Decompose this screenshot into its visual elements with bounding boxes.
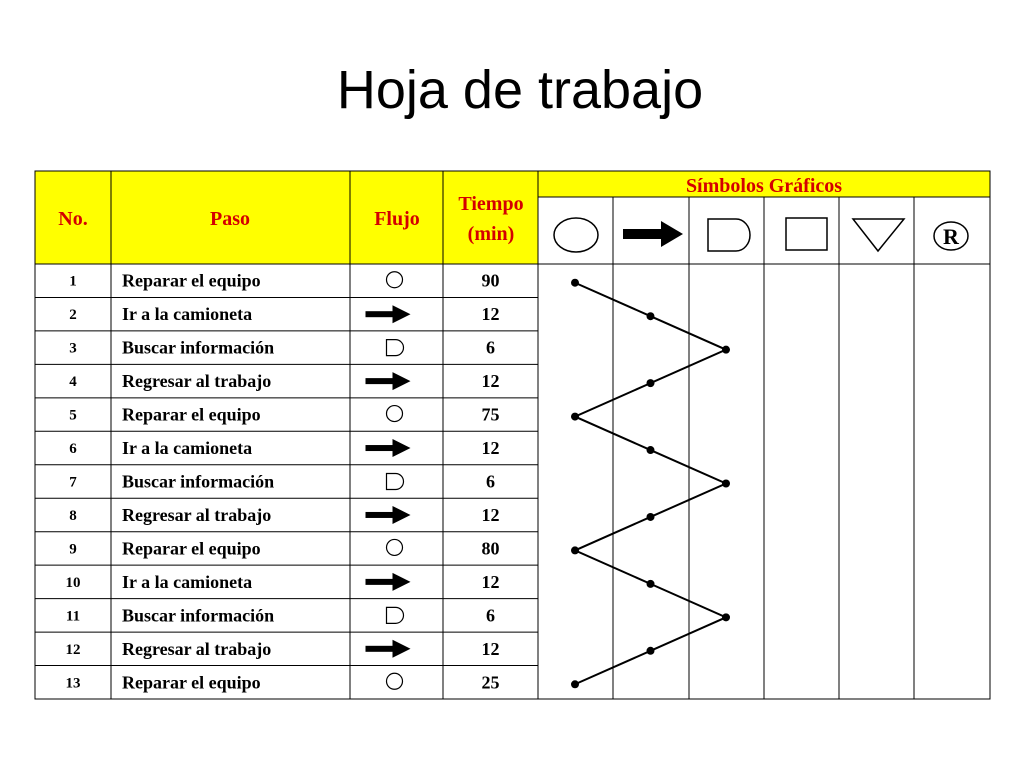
row-time: 6 — [486, 471, 495, 492]
row-step: Reparar el equipo — [122, 538, 261, 559]
flow-point — [722, 480, 730, 488]
delay-d-icon — [387, 340, 404, 356]
header-simbolos-graficos: Símbolos Gráficos — [685, 175, 843, 197]
row-number: 9 — [69, 541, 77, 558]
transport-arrow-icon — [366, 305, 411, 323]
arrow-head — [393, 640, 411, 658]
row-time: 90 — [481, 270, 500, 291]
table-row — [66, 572, 500, 592]
r-circle-label: R — [943, 224, 959, 249]
delay-d-icon — [387, 474, 404, 490]
header-tiempo: Tiempo — [458, 193, 524, 215]
transport-arrow-icon — [366, 372, 411, 390]
row-step: Reparar el equipo — [122, 672, 261, 693]
arrow-head — [393, 573, 411, 591]
table-row — [69, 505, 499, 525]
row-time: 12 — [481, 504, 500, 525]
table-body — [66, 271, 500, 693]
row-step: Regresar al trabajo — [122, 371, 272, 392]
operation-circle-icon — [387, 406, 403, 422]
flow-point — [647, 379, 655, 387]
flow-point — [722, 613, 730, 621]
table-row — [69, 438, 499, 458]
transport-arrow-icon — [366, 439, 411, 457]
arrow-shaft — [366, 579, 394, 585]
flow-point — [571, 413, 579, 421]
flow-point — [647, 647, 655, 655]
transport-arrow-icon — [366, 640, 411, 658]
row-number: 1 — [69, 273, 77, 290]
arrow-shaft — [366, 646, 394, 652]
row-number: 4 — [69, 374, 77, 391]
row-number: 12 — [65, 641, 81, 658]
row-number: 6 — [69, 441, 77, 458]
arrow-shaft — [366, 512, 394, 518]
table-row — [69, 271, 499, 291]
row-step: Buscar información — [122, 471, 275, 492]
row-time: 12 — [481, 304, 500, 325]
row-time: 25 — [481, 672, 500, 693]
flow-point — [571, 546, 579, 554]
table-row — [66, 605, 495, 625]
row-step: Reparar el equipo — [122, 270, 261, 291]
row-number: 2 — [69, 307, 77, 324]
table-row — [69, 371, 499, 391]
flow-point — [647, 580, 655, 588]
table-row — [69, 304, 499, 324]
table-row — [69, 538, 499, 558]
transport-arrow-icon — [366, 506, 411, 524]
flow-point — [571, 680, 579, 688]
flow-point — [647, 446, 655, 454]
row-number: 10 — [65, 574, 81, 591]
header-paso: Paso — [210, 208, 250, 230]
row-number: 5 — [69, 407, 77, 424]
flow-diagram — [571, 279, 730, 689]
operation-circle-icon — [387, 673, 403, 689]
arrow-head — [393, 506, 411, 524]
header-tiempo-unit: (min) — [467, 223, 515, 245]
row-time: 80 — [481, 538, 500, 559]
page-title: Hoja de trabajo — [336, 60, 704, 120]
row-time: 75 — [481, 404, 500, 425]
row-number: 3 — [69, 340, 77, 357]
row-time: 12 — [481, 371, 500, 392]
row-time: 12 — [481, 438, 500, 459]
transport-arrow-icon — [366, 573, 411, 591]
row-step: Ir a la camioneta — [122, 438, 253, 459]
row-number: 7 — [69, 474, 77, 491]
table-row — [69, 472, 495, 492]
row-step: Regresar al trabajo — [122, 638, 272, 659]
row-number: 11 — [65, 608, 81, 625]
row-step: Buscar información — [122, 605, 275, 626]
operation-circle-icon — [387, 272, 403, 288]
arrow-head — [393, 372, 411, 390]
delay-d-icon — [387, 607, 404, 623]
flow-point — [647, 513, 655, 521]
flow-point — [647, 312, 655, 320]
row-step: Regresar al trabajo — [122, 504, 272, 525]
arrow-head — [393, 305, 411, 323]
arrow-shaft — [366, 311, 394, 317]
arrow-head — [393, 439, 411, 457]
flow-point — [571, 279, 579, 287]
arrow-shaft — [366, 378, 394, 384]
operation-circle-icon — [387, 539, 403, 555]
row-step: Reparar el equipo — [122, 404, 261, 425]
table-row — [66, 639, 500, 659]
row-time: 12 — [481, 638, 500, 659]
table-row — [66, 672, 500, 692]
flow-point — [722, 346, 730, 354]
table-row — [69, 338, 495, 358]
arrow-shaft — [366, 445, 394, 451]
row-time: 6 — [486, 337, 495, 358]
row-number: 13 — [65, 675, 81, 692]
row-step: Ir a la camioneta — [122, 571, 253, 592]
row-time: 12 — [481, 571, 500, 592]
row-time: 6 — [486, 605, 495, 626]
flow-line — [575, 283, 726, 685]
table-row — [69, 405, 499, 425]
header-no: No. — [58, 208, 88, 230]
row-step: Buscar información — [122, 337, 275, 358]
row-number: 8 — [69, 507, 77, 524]
row-step: Ir a la camioneta — [122, 304, 253, 325]
header-flujo: Flujo — [374, 208, 420, 230]
